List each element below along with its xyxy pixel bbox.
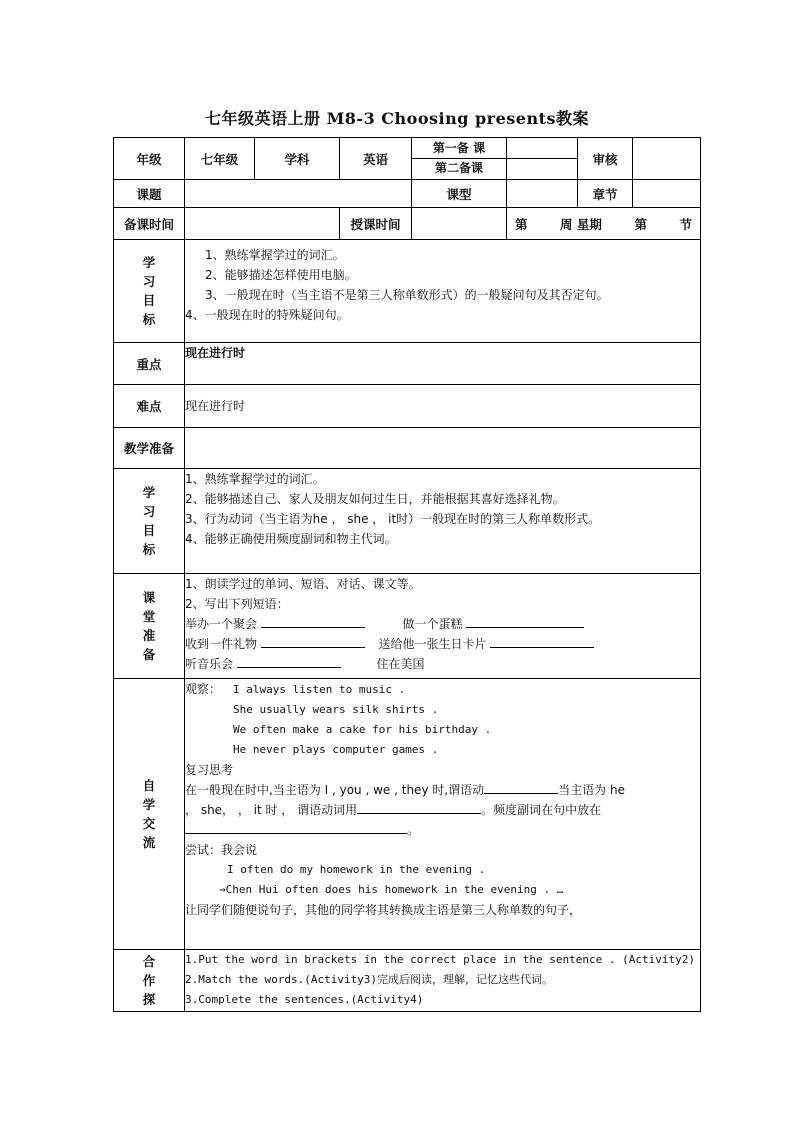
prep-time-label: 备课时间 (114, 208, 185, 240)
key-label: 重点 (114, 343, 185, 385)
prep-round-cells (507, 138, 578, 180)
row-class-prep (114, 574, 701, 679)
row-key-point (114, 343, 701, 385)
goals-2-label: 学 习 目 标 (114, 469, 185, 574)
prep-round-1: 第一备 课 (412, 139, 506, 159)
class-prep-content: 1、朗读学过的单词、短语、对话、课文等。 2、写出下列短语： 举办一个聚会 做一个蛋糕 收到一件礼物 送给他一张生日卡片 听音乐会 住在美国 (185, 574, 701, 679)
row-topic (114, 180, 701, 208)
teach-time-label: 授课时间 (340, 208, 412, 240)
rule-line-1: 在一般现在时中,当主语为 I , you , we , they 时,谓语动 当主语为 he (185, 783, 625, 797)
phrase-row-2: 收到一件礼物 送给他一张生日卡片 (185, 634, 700, 654)
goals-1-content: 1、熟练掌握学过的词汇。 2、能够描述怎样使用电脑。 3、一般现在时（当主语不是第三人称单数形式）的一般疑问句及其否定句。 4、一般现在时的特殊疑问句。 (185, 240, 701, 343)
rule-line-2: ， she， ， it 时 ， 谓语动词用 。频度副词在句中放在 (185, 803, 602, 817)
phrase-row-3: 听音乐会 住在美国 (185, 657, 425, 671)
prep-rounds (412, 138, 507, 180)
teach-time-value (412, 208, 507, 240)
topic-label: 课题 (114, 180, 185, 208)
topic-value (185, 180, 412, 208)
grade-label: 年级 (114, 138, 185, 180)
row-goals-2 (114, 469, 701, 574)
chapter-value (633, 180, 701, 208)
teaching-prep-value (185, 428, 701, 469)
prep-time-value (185, 208, 340, 240)
difficulty-value: 现在进行时 (185, 385, 701, 428)
self-study-label: 自 学 交 流 (114, 679, 185, 950)
type-label: 课型 (412, 180, 507, 208)
row-goals-1 (114, 240, 701, 343)
chapter-label: 章节 (578, 180, 633, 208)
lesson-plan-table (113, 137, 701, 1012)
goals-2-content: 1、熟练掌握学过的词汇。 2、能够描述自己、家人及朋友如何过生日，并能根据其喜好选择礼物。 3、行为动词（当主语为he ， she ， it时）一般现在时的第三人称单数形式。 4、能够正确使用频度副词和物主代词。 (185, 469, 701, 574)
review-label: 审核 (578, 138, 633, 180)
row-grade (114, 138, 701, 180)
cooperate-label: 合 作 探 (114, 950, 185, 1012)
cooperate-content: 1.Put the word in brackets in the correct place in the sentence . (Activity2) 2.Match the words.(Activity3)完成后阅读，理解，记忆这些代词。 3.Complete the sentences.(Activity4) (185, 950, 701, 1012)
prep-round-2: 第二备课 (434, 161, 483, 175)
subject-value: 英语 (340, 138, 412, 180)
row-cooperate (114, 950, 701, 1012)
row-teaching-prep (114, 428, 701, 469)
teaching-prep-label: 教学准备 (114, 428, 185, 469)
subject-label: 学科 (255, 138, 340, 180)
teach-period: 第 周 星期 第 节 (507, 208, 701, 240)
goals-1-label: 学 习 目 标 (114, 240, 185, 343)
grade-value: 七年级 (185, 138, 255, 180)
row-difficulty (114, 385, 701, 428)
difficulty-label: 难点 (114, 385, 185, 428)
page-title: 七年级英语上册 M8-3 Choosing presents教案 (205, 109, 589, 128)
observe-line: 观察： I always listen to music . (185, 682, 406, 696)
row-self-study (114, 679, 701, 950)
phrase-row-1: 举办一个聚会 做一个蛋糕 (185, 614, 700, 634)
type-value (507, 180, 578, 208)
rule-line-3: 。 (185, 820, 700, 840)
review-value (633, 138, 701, 180)
key-value: 现在进行时 (185, 343, 701, 385)
class-prep-label: 课 堂 准 备 (114, 574, 185, 679)
row-time (114, 208, 701, 240)
self-study-content: 观察： I always listen to music . She usually wears silk shirts . We often make a cake for his birthday . He never plays computer games . 复习思考 在一般现在时中,当主语为 I , you , we , they 时,谓语动 当主语为 he ， she， ， it 时 ， 谓语动词用 。频度副词在句中放在 。 尝试：我会说 I often do my homework in the evening . →Chen Hui often does his homework in the evening . … 让同学们随便说句子，其他的同学将其转换成主语是第三人称单数的句子， (185, 679, 701, 950)
